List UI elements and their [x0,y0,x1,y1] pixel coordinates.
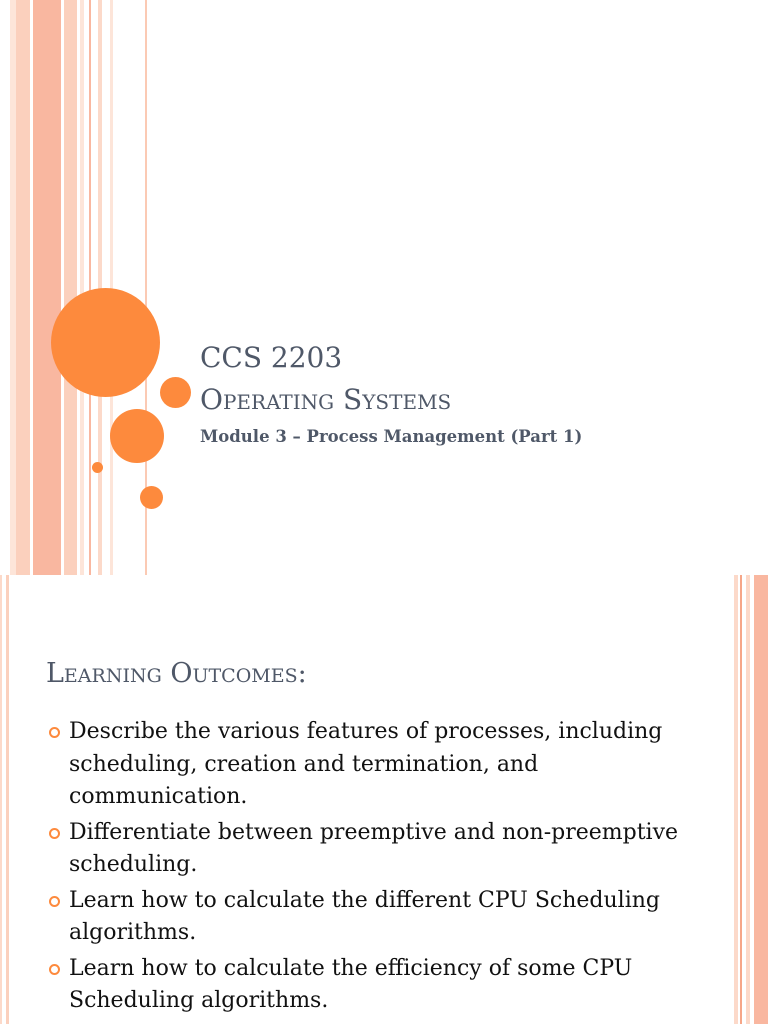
decorative-stripe [89,0,91,575]
decorative-stripe [80,0,84,575]
decorative-stripe [0,575,2,1024]
circle-bullet-icon [49,896,60,907]
list-item [46,716,686,814]
decorative-stripe [734,575,738,1024]
decorative-stripe [64,0,77,575]
outcomes-list [46,716,686,1021]
decorative-stripe [33,0,61,575]
circle-bullet-icon [49,828,60,839]
bullet-text: Differentiate between preemptive and non-preemptive scheduling. [69,819,679,877]
bullet-text: Learn how to calculate the efficiency of some CPU Scheduling algorithms. [69,955,633,1013]
decorative-stripe [746,575,750,1024]
list-item [46,953,686,1018]
circle-bullet-icon [49,727,60,738]
course-code: CCS 2203 [200,341,343,374]
decorative-circle [51,288,160,397]
course-title: Operating Systems [200,383,452,416]
circle-bullet-icon [49,964,60,975]
bullet-text: Learn how to calculate the different CPU Scheduling algorithms. [69,887,660,945]
decorative-circle [140,486,163,509]
slide-heading: Learning Outcomes: [46,658,307,689]
module-subtitle: Module 3 – Process Management (Part 1) [200,427,583,446]
decorative-stripe [6,575,9,1024]
decorative-stripe [16,0,30,575]
bullet-text: Describe the various features of processes, including scheduling, creation and termination, and communication. [69,719,663,809]
decorative-circle [110,409,164,463]
list-item [46,817,686,882]
decorative-circle [160,377,191,408]
list-item [46,885,686,950]
decorative-stripe [754,575,768,1024]
decorative-stripe [740,575,742,1024]
decorative-circle [92,462,103,473]
